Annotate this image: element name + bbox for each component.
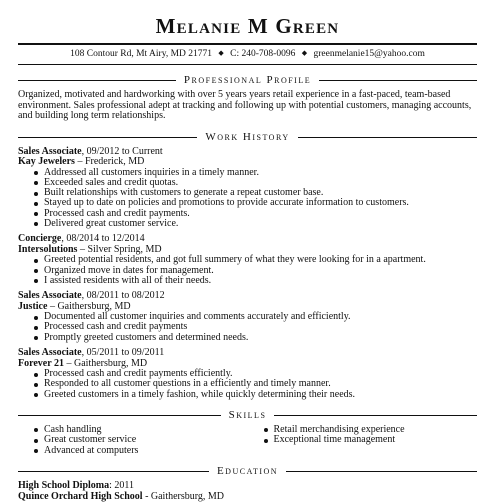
duty-item: Addressed all customers inquiries in a timely manner.: [34, 168, 477, 178]
duty-item: I assisted residents with all of their needs.: [34, 276, 477, 286]
work-history-list: [18, 147, 477, 400]
education-entry: [18, 481, 477, 502]
header-divider: [18, 43, 477, 45]
skill-item: Advanced at computers: [34, 446, 248, 457]
job-duties: [34, 168, 477, 230]
section-rule: [18, 80, 176, 81]
job-entry: [18, 348, 477, 400]
job-dates: , 09/2012 to Current: [81, 145, 163, 157]
skills-column-left: [34, 425, 248, 457]
section-header-work: [18, 132, 477, 143]
duty-item: Delivered great customer service.: [34, 219, 477, 229]
duty-item: Greeted customers in a timely fashion, while quickly determining their needs.: [34, 390, 477, 400]
resume-page: [18, 0, 477, 502]
address: 108 Contour Rd, Mt Airy, MD 21771: [70, 49, 213, 59]
job-title: Sales Associate: [18, 290, 82, 302]
duty-item: Promptly greeted customers and determined needs.: [34, 333, 477, 343]
section-title: Skills: [228, 408, 267, 421]
job-location: – Gaithersburg, MD: [64, 357, 148, 369]
section-rule: [18, 137, 197, 138]
section-rule: [18, 415, 221, 416]
section-header-skills: [18, 410, 477, 421]
duty-item: Organized move in dates for management.: [34, 266, 477, 276]
job-entry: [18, 234, 477, 286]
school-location: - Gaithersburg, MD: [142, 490, 225, 502]
job-company: Intersolutions: [18, 243, 78, 255]
section-header-profile: [18, 75, 477, 86]
duty-item: Processed cash and credit payments: [34, 322, 477, 332]
job-location: – Frederick, MD: [74, 156, 145, 167]
duty-item: Processed cash and credit payments efficiently.: [34, 369, 477, 379]
job-company: Justice: [18, 300, 48, 312]
job-entry: [18, 291, 477, 343]
profile-summary: Organized, motivated and hardworking with over 5 years years retail experience in a fast-paced, team-based environment. Sales professional adept at tracking and following up with potential customers, managing accounts, and building long term relationships.: [18, 89, 472, 121]
section-title: Education: [216, 465, 279, 478]
job-duties: [34, 255, 477, 286]
contact-divider: [18, 64, 477, 65]
duty-item: Responded to all customer questions in a efficiently and timely manner.: [34, 379, 477, 389]
job-dates: , 08/2011 to 08/2012: [81, 290, 165, 302]
job-location: – Silver Spring, MD: [77, 243, 162, 255]
job-title: Sales Associate: [18, 347, 82, 359]
school: Quince Orchard High School: [18, 490, 143, 502]
section-rule: [274, 415, 477, 416]
section-rule: [298, 137, 477, 138]
duty-item: Stayed up to date on policies and promotions to provide accurate information to customers.: [34, 198, 477, 208]
candidate-name: Melanie M Green: [155, 14, 340, 38]
skill-item: Retail merchandising experience: [264, 425, 478, 436]
job-location: – Gaithersburg, MD: [47, 300, 131, 312]
section-title: Professional Profile: [183, 74, 312, 86]
job-company-line: [18, 157, 477, 168]
job-entry: [18, 147, 477, 230]
degree-year: : 2011: [109, 480, 135, 492]
section-rule: [18, 471, 209, 472]
duty-item: Built relationships with customers to generate a repeat customer base.: [34, 188, 477, 198]
job-title: Concierge: [18, 233, 62, 245]
duty-item: Exceeded sales and credit quotas.: [34, 178, 477, 188]
job-duties: [34, 369, 477, 400]
section-title: Work History: [205, 130, 290, 143]
diamond-separator-icon: ◆: [301, 49, 308, 57]
duty-item: Greeted potential residents, and got full summery of what they were looking for in a apartment.: [34, 255, 477, 265]
contact-line: [18, 48, 477, 60]
job-dates: , 05/2011 to 09/2011: [81, 347, 165, 359]
job-dates: , 08/2014 to 12/2014: [61, 233, 145, 245]
school-line: [18, 492, 477, 502]
duty-item: Processed cash and credit payments.: [34, 209, 477, 219]
job-company: Kay Jewelers: [18, 156, 75, 167]
skills-grid: [18, 425, 477, 457]
section-header-education: [18, 466, 477, 477]
diamond-separator-icon: ◆: [218, 49, 224, 57]
skills-column-right: [264, 425, 478, 457]
section-rule: [319, 80, 477, 81]
job-duties: [34, 312, 477, 343]
duty-item: Documented all customer inquiries and comments accurately and efficiently.: [34, 312, 477, 322]
degree: High School Diploma: [18, 480, 110, 492]
phone: C: 240-708-0096: [230, 49, 296, 59]
skill-item: Cash handling: [34, 425, 248, 436]
job-company: Forever 21: [18, 357, 65, 369]
skill-item: Great customer service: [34, 435, 248, 446]
section-rule: [286, 471, 477, 472]
email: greenmelanie15@yahoo.com: [313, 49, 425, 59]
skill-item: Exceptional time management: [264, 435, 478, 446]
job-title: Sales Associate: [18, 145, 82, 157]
